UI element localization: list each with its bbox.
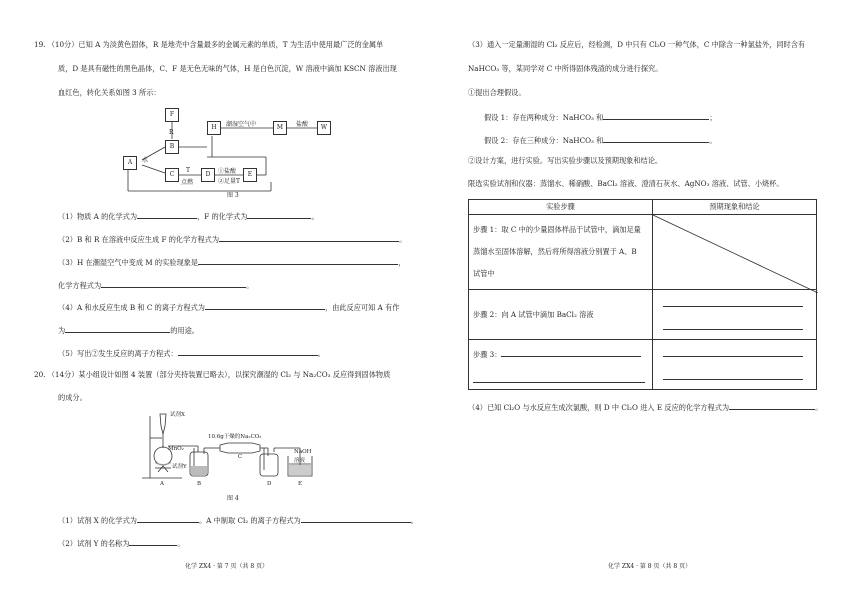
q20-part4 [468,401,822,413]
figure-3-caption: 图 3 [227,192,239,199]
hypothesis-2 [484,134,717,146]
q20-part1 [58,514,418,526]
q19-p1-text-c: 。 [311,212,319,221]
label-step1-hcl: ①盐酸 [218,168,237,175]
q19-p5-text-c: 。 [317,349,325,358]
answer-blank-q19-3-equation[interactable] [101,279,246,288]
q19-p5-text-a: （5）写出②发生反应的离子方程式： [58,349,178,358]
q20-part2 [58,537,185,549]
q19-part3-line1 [58,256,405,268]
q19-p3-text-d: 化学方程式为 [58,281,102,290]
q20-p4-text-a: （4）已知 Cl₂O 与水反应生成次氯酸，则 D 中 Cl₂O 进入 E 反应的化学方程式为 [468,403,730,412]
q19-p2-text-a: （2）B 和 R 在溶液中反应生成 F 的化学方程式为 [58,235,220,244]
answer-line-step2-b[interactable] [663,321,803,330]
experiment-table [468,199,817,390]
q19-stem-line3: 血红色，转化关系如图 3 所示： [58,88,161,97]
answer-blank-q20-4[interactable] [729,401,815,410]
q20-p1-text-b: 。A 中制取 Cl₂ 的离子方程式为 [198,516,301,525]
answer-blank-A-formula[interactable] [137,210,197,219]
figure-4-caption: 图 4 [227,495,239,502]
q19-part4-line2 [58,324,199,336]
step2-cell [469,290,653,340]
node-A: A [123,156,137,170]
q19-stem-line2: 质，D 是具有磁性的黑色晶体，C、F 是无色无味的气体，H 是白色沉淀，W 溶液中滴加 KSCN 溶液出现 [58,64,397,73]
step2-text: 步骤 2：向 A 试管中滴加 BaCl₂ 溶液 [473,310,594,319]
table-row-step1 [469,215,817,290]
label-ignite: 点燃 [181,179,194,186]
q19-p2-text-c: 。 [399,235,407,244]
q19-p4-text-d: 的用途。 [170,326,199,335]
q19-part3-line2 [58,279,253,291]
step3-expected-cell [653,340,817,390]
node-B: B [165,140,179,154]
label-reagent-X: 试剂X [170,412,185,418]
left-page-footer: 化学 ZX4 · 第 7 页（共 8 页） [185,563,269,570]
answer-blank-hypothesis-2[interactable] [603,134,709,143]
node-F: F [165,108,179,122]
q19-p3-text-a: （3）H 在潮湿空气中变成 M 的实验现象是 [58,258,199,267]
answer-blank-hypothesis-1[interactable] [603,111,709,120]
step1-line1: 步骤 1：取 C 中的少量固体样品于试管中，滴加足量 [473,225,641,234]
q19-part5 [58,347,325,359]
reagent-list: 限选实验试剂和仪器：蒸馏水、稀硝酸、BaCl₂ 溶液、澄清石灰水、AgNO₃ 溶液、试管、小烧杯。 [468,179,784,188]
answer-blank-Y-name[interactable] [129,537,177,546]
answer-line-step3-a[interactable] [501,348,641,357]
answer-blank-q19-3-phenomenon[interactable] [198,256,398,265]
label-T: T [186,167,191,174]
answer-blank-q19-2[interactable] [219,233,399,242]
q19-stem-line1: 19. （10分）已知 A 为淡黄色固体，R 是地壳中含量最多的金属元素的单质，T 为生活中使用最广泛的金属单 [34,40,384,49]
figure-3-flowchart [120,105,345,200]
q19-p4-text-a: （4）A 和水反应生成 B 和 C 的离子方程式为 [58,303,205,312]
diagonal-slash [653,215,818,293]
label-step2-excess-T: ②足量T [218,178,241,185]
answer-blank-q19-4-ionic[interactable] [205,301,325,310]
step1-cell [469,215,653,290]
q19-p4-text-b: ，由此反应可知 A 有作 [324,303,400,312]
label-apparatus-E: E [298,481,303,487]
header-expected: 预期现象和结论 [653,200,817,215]
node-E: E [243,168,257,182]
q19-part1 [58,210,319,222]
q20-p2-text-a: （2）试剂 Y 的名称为 [58,539,130,548]
step2-expected-cell [653,290,817,340]
q20-part3-line1: （3）通入一定量潮湿的 Cl₂ 反应后，经检测，D 中只有 Cl₂O 一种气体，C 中除含一种氯盐外，同时含有 [468,40,806,49]
answer-line-step3-b[interactable] [473,374,645,383]
q19-p3-text-c: ， [398,258,406,267]
table-row-step3 [469,340,817,390]
answer-blank-q19-4-use[interactable] [65,324,170,333]
figure-4-apparatus [140,408,330,490]
label-apparatus-A: A [160,481,164,487]
table-row-step2 [469,290,817,340]
answer-line-step3-c[interactable] [663,348,803,357]
label-humid-air: 潮湿空气中 [226,121,257,128]
q19-part4-line1 [58,301,399,313]
step1-line2: 蒸馏水至固体溶解，然后将所得溶液分别置于 A、B [473,247,637,256]
q20-p4-text-c: 。 [815,403,823,412]
label-naoh: NaOH [294,449,312,455]
header-steps: 实验步骤 [469,200,653,215]
step3-cell [469,340,653,390]
q20-stem-line2: 的成分。 [58,393,87,402]
step1-line3: 试管中 [473,269,495,278]
label-hcl: 盐酸 [296,121,309,128]
answer-blank-X-formula[interactable] [137,514,199,523]
answer-line-step2-a[interactable] [663,298,803,307]
label-dry-na2co3: 10.6g干燥的Na₂CO₃ [208,434,262,440]
node-M: M [273,121,287,135]
design-instruction: ②设计方案，进行实验。写出实验步骤以及预期现象和结论。 [468,156,663,165]
hypothesis-2-text: 假设 2：存在三种成分：NaHCO₃ 和 [484,136,604,145]
hypothesis-1 [484,111,717,123]
label-reagent-Y: 试剂Y [172,464,187,470]
table-header-row [469,200,817,215]
hypothesis-2-end: 。 [709,136,717,145]
step1-expected-cell [653,215,817,290]
label-apparatus-B: B [197,481,202,487]
hypothesis-1-end: ； [709,113,717,122]
node-C: C [165,168,179,182]
q20-p2-text-c: 。 [177,539,185,548]
q20-stem-line1: 20. （14分）某小组设计如图 4 装置（部分夹持装置已略去），以探究潮湿的 Cl₂ 与 Na₂CO₃ 反应得到固体物质 [34,370,391,379]
label-apparatus-D: D [267,481,272,487]
answer-blank-q19-5[interactable] [178,347,318,356]
q19-p3-text-e: 。 [246,281,254,290]
label-mno2: MnO₂ [168,446,184,452]
hypothesis-title: ①提出合理假设。 [468,88,526,97]
right-page-footer: 化学 ZX4 · 第 8 页（共 8 页） [608,563,692,570]
answer-blank-F-formula[interactable] [247,210,311,219]
label-apparatus-C: C [238,454,243,460]
node-D: D [201,168,215,182]
node-H: H [207,121,221,135]
answer-blank-cl2-ionic[interactable] [301,514,411,523]
q20-p1-text-c: 。 [410,516,418,525]
label-naoh-solution: 溶液 [294,458,306,464]
q19-part2 [58,233,406,245]
q20-part3-line2: NaHCO₃ 等，某同学对 C 中所得固体残渣的成分进行探究。 [468,64,663,73]
hypothesis-1-text: 假设 1：存在两种成分：NaHCO₃ 和 [484,113,604,122]
answer-line-step3-d[interactable] [663,371,803,380]
label-water: 水 [142,157,149,164]
q19-p1-text-a: （1）物质 A 的化学式为 [58,212,138,221]
step3-text: 步骤 3： [473,350,502,359]
q19-p1-text-b: ，F 的化学式为 [197,212,248,221]
q19-p4-text-c: 为 [58,326,66,335]
q20-p1-text-a: （1）试剂 X 的化学式为 [58,516,137,525]
label-R: R [169,129,174,136]
node-W: W [317,121,331,135]
